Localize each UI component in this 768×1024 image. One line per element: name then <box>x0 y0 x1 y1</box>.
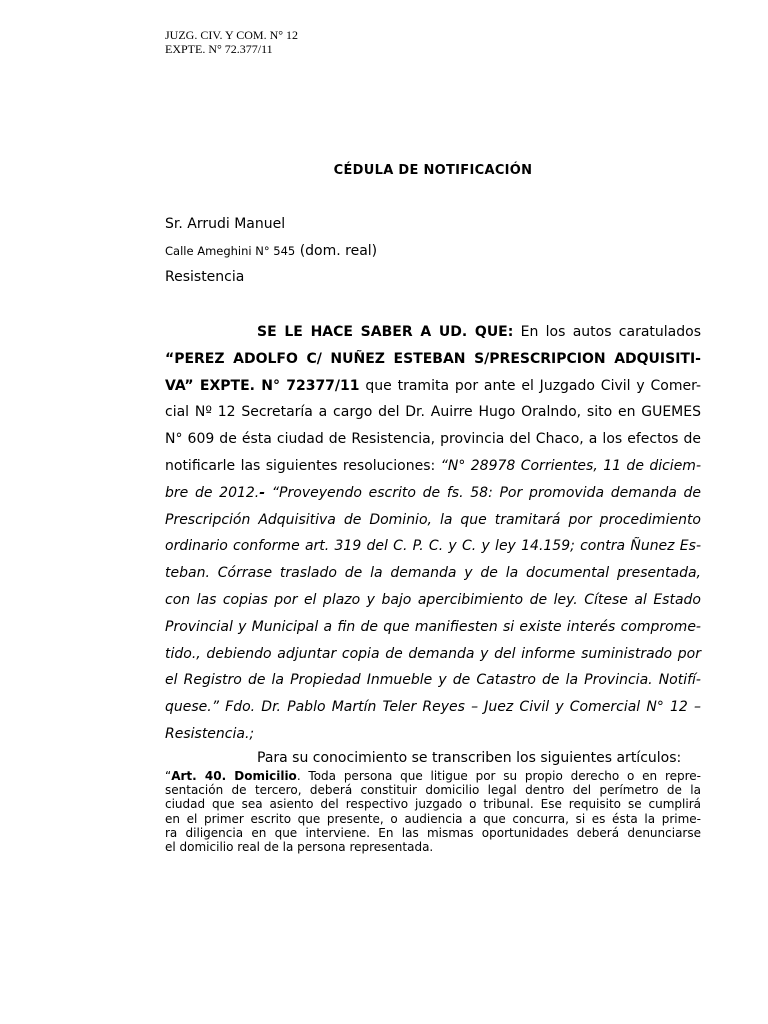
article-line: el domicilio real de la persona representada. <box>165 840 434 855</box>
recipient-street: Calle Ameghini N° 545 <box>165 244 296 258</box>
article-line: ra diligencia en que interviene. En las mismas oportunidades deberá denunciarse <box>165 825 701 840</box>
body-line: SE LE HACE SABER A UD. QUE: En los autos caratulados <box>257 324 701 340</box>
file-number: EXPTE. N° 72.377/11 <box>165 42 273 56</box>
document-title: CÉDULA DE NOTIFICACIÓN <box>333 163 533 178</box>
article-line: ciudad que sea asiento del respectivo juzgado o tribunal. Ese requisito se cumplirá <box>165 797 701 812</box>
body-line: Resistencia.; <box>165 725 255 742</box>
body-line: bre de 2012.- “Proveyendo escrito de fs. 58: Por promovida demanda de <box>165 484 701 501</box>
article-line: “Art. 40. Domicilio. Toda persona que litigue por su propio derecho o en repre- <box>165 769 701 783</box>
body-line: quese.” Fdo. Dr. Pablo Martín Teler Reyes – Juez Civil y Comercial N° 12 – <box>165 699 701 716</box>
article-line: sentación de tercero, deberá constituir domicilio legal dentro del perímetro de la <box>165 783 701 798</box>
body-line: ordinario conforme art. 319 del C. P. C. y C. y ley 14.159; contra Ñunez Es- <box>165 538 701 555</box>
recipient-city: Resistencia <box>165 269 245 285</box>
article-40 <box>165 769 701 854</box>
body-line: Provincial y Municipal a fin de que manifiesten si existe interés comprome- <box>165 618 701 635</box>
body-line: teban. Córrase traslado de la demanda y de la documental presentada, <box>165 565 701 582</box>
body-line: tido., debiendo adjuntar copia de demanda y del informe suministrado por <box>165 645 701 662</box>
body-line: N° 609 de ésta ciudad de Resistencia, provincia del Chaco, a los efectos de <box>165 431 701 448</box>
recipient-address <box>165 243 377 259</box>
notification-body <box>165 319 701 748</box>
notice-lead: SE LE HACE SABER A UD. QUE: <box>257 324 514 340</box>
body-line: cial Nº 12 Secretaría a cargo del Dr. Auirre Hugo Oralndo, sito en GUEMES <box>165 404 701 421</box>
body-line: con las copias por el plazo y bajo apercibimiento de ley. Cítese al Estado <box>165 591 701 608</box>
transcription-intro: Para su conocimiento se transcriben los siguientes artículos: <box>257 750 682 766</box>
article-line: en el primer escrito que presente, o audiencia a que concurra, si es ésta la prime- <box>165 811 701 826</box>
recipient-street-note: (dom. real) <box>299 243 378 259</box>
recipient-name: Sr. Arrudi Manuel <box>165 216 286 232</box>
body-line: VA” EXPTE. N° 72377/11 que tramita por ante el Juzgado Civil y Comer- <box>165 377 702 394</box>
case-caption: “PEREZ ADOLFO C/ NUÑEZ ESTEBAN S/PRESCRIPCION ADQUISITI- <box>165 350 701 367</box>
article-heading: Art. 40. Domicilio <box>171 769 297 783</box>
body-line: notificarle las siguientes resoluciones: “N° 28978 Corrientes, 11 de diciem- <box>165 457 702 474</box>
body-line: el Registro de la Propiedad Inmueble y de Catastro de la Provincia. Notifí- <box>165 672 701 689</box>
body-line: Prescripción Adquisitiva de Dominio, la que tramitará por procedimiento <box>165 511 701 528</box>
court-header: JUZG. CIV. Y COM. N° 12 <box>165 28 299 42</box>
